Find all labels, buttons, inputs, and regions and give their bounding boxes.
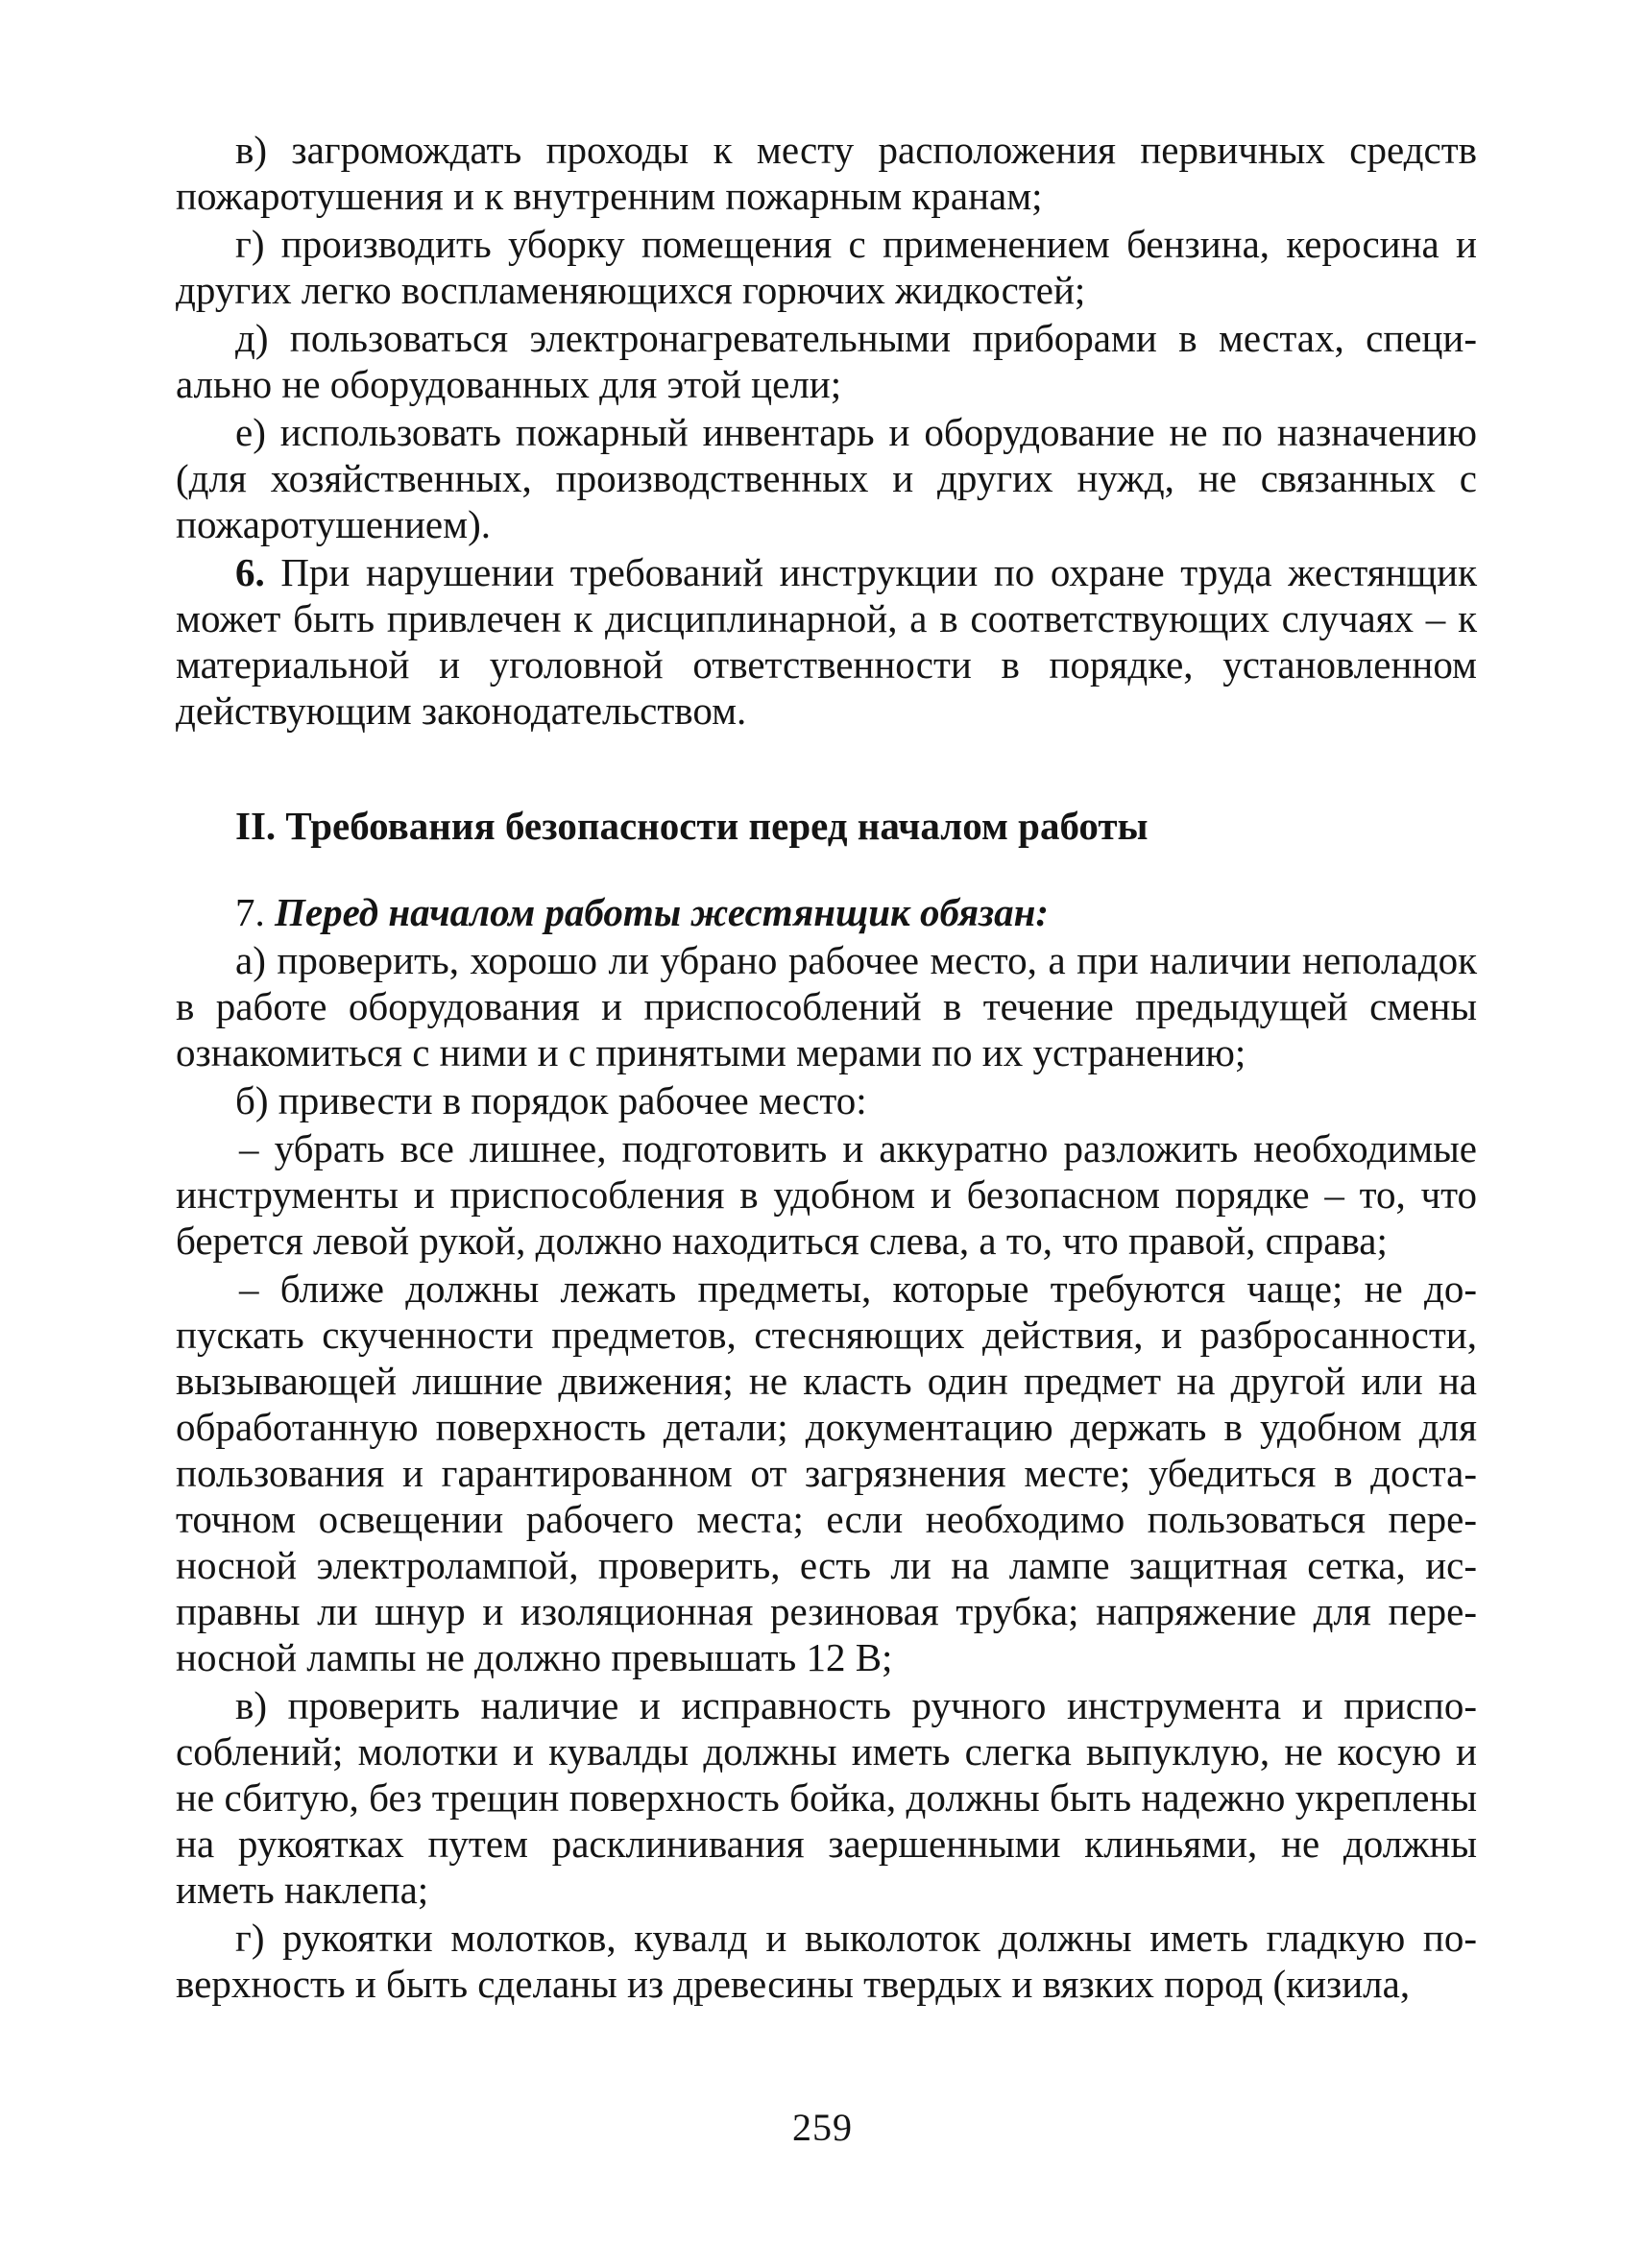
item-7-heading (176, 889, 1477, 935)
page-number: 259 (792, 2106, 853, 2149)
item-7-title: Перед началом работы жестянщик обязан: (275, 890, 1050, 934)
section-heading: II. Требования безопасности перед началом работы (235, 804, 1149, 848)
paragraph-v: в) загромождать проходы к месту расположения первичных средств пожаротушения и к внутренним пожарным кранам; (176, 128, 1477, 218)
paragraph-7a: а) проверить, хорошо ли убрано рабочее место, а при наличии неполадок в работе оборудования и приспособлений в течение предыдущей смены ознакомиться с ними и с принятыми мерами по их устранению; (176, 938, 1477, 1074)
paragraph-e: е) использовать пожарный инвентарь и оборудование не по назначению (для хозяйственных, производственных и других нужд, не связанных с пожаротушением). (176, 410, 1477, 546)
item-6-text: При нарушении требований инструкции по охране труда жестянщик может быть привлечен к дисциплинарной, а в соответствующих случаях – к материальной и уголовной ответственности в порядке, установленном действующим законодательством. (176, 550, 1478, 733)
paragraph-7b: б) привести в порядок рабочее место: (235, 1078, 867, 1122)
paragraph-7v: в) проверить наличие и исправность ручного инструмента и приспособлений; молотки и кувалды должны иметь слегка выпуклую, не косую и не сбитую, без трещин поверхность бойка, должны быть надежно укреплены на рукоятках путем расклинивания заершенными клиньями, не должны иметь наклепа; (176, 1683, 1477, 1912)
page-body (176, 127, 1477, 2009)
paragraph-d: д) пользоваться электронагревательными приборами в местах, специально не оборудованных для этой цели; (176, 316, 1477, 406)
item-7-number: 7. (235, 890, 265, 934)
item-6 (176, 549, 1477, 734)
item-6-number: 6. (235, 550, 265, 594)
paragraph-g: г) производить уборку помещения с применением бензина, керосина и других легко воспламеняющихся горючих жидкостей; (176, 222, 1477, 312)
dash-item-2: – ближе должны лежать предметы, которые требуются чаще; не допускать скученности предметов, стесняющих действия, и разбросанности, вызывающей лишние движения; не класть один предмет на другой или на обработанную поверхность детали; документацию держать в удобном для пользования и гарантированном от загрязнения месте; убедиться в достаточном освещении рабочего места; если необходимо пользоваться переносной электролампой, проверить, есть ли на лампе защитная сетка, исправны ли шнур и изоляционная резиновая трубка; напряжение для переносной лампы не должно превышать 12 В; (176, 1267, 1477, 1679)
paragraph-7g: г) рукоятки молотков, кувалд и выколоток должны иметь гладкую поверхность и быть сделаны из древесины твердых и вязких пород (кизила, (176, 1916, 1477, 2006)
dash-item-1: – убрать все лишнее, подготовить и аккуратно разложить необходимые инструменты и приспособления в удобном и безопасном порядке – то, что берется левой рукой, должно находиться слева, а то, что правой, справа; (176, 1126, 1477, 1263)
